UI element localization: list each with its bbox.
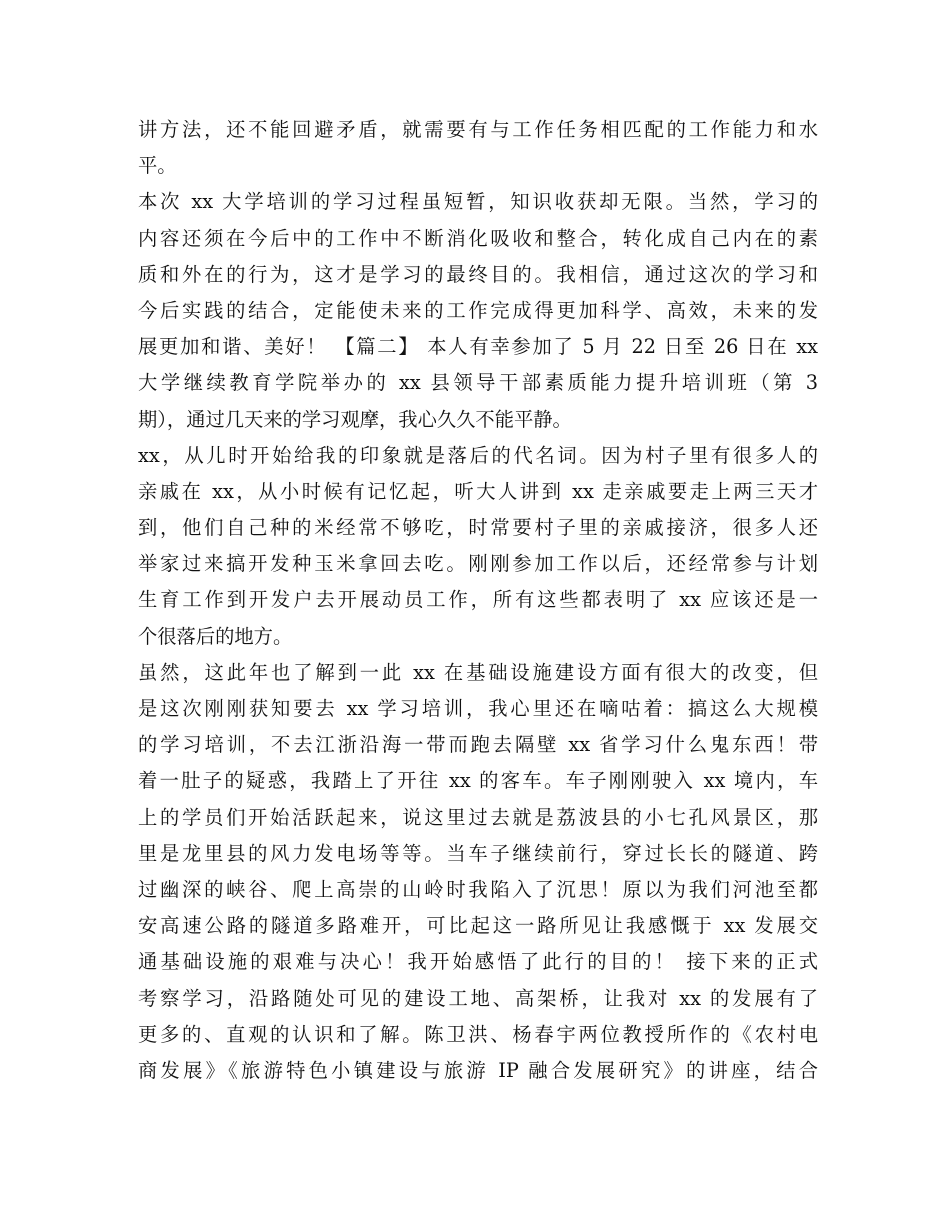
text-line: 平。 (138, 154, 177, 178)
text-line: 安高速公路的隧道多路难开，可比起这一路所见让我感慨于 xx 发展交 (138, 914, 818, 938)
text-line: 虽然，这此年也了解到一此 xx 在基础设施建设方面有很大的改变，但 (138, 660, 818, 684)
text-line: 到，他们自己种的米经常不够吃，时常要村子里的亲戚接济，很多人还 (138, 516, 818, 540)
text-line: 过幽深的峡谷、爬上高崇的山岭时我陷入了沉思！原以为我们河池至都 (138, 877, 818, 901)
text-line: 本次 xx 大学培训的学习过程虽短暂，知识收获却无限。当然，学习的 (138, 190, 818, 214)
text-line: 个很落后的地方。 (138, 624, 293, 648)
text-line: 质和外在的行为，这才是学习的最终目的。我相信，通过这次的学习和 (138, 262, 818, 286)
text-line: 是这次刚刚获知要去 xx 学习培训，我心里还在嘀咕着：搞这么大规模 (138, 697, 818, 720)
text-line: 里是龙里县的风力发电场等等。当车子继续前行，穿过长长的隧道、跨 (138, 841, 818, 865)
text-line: 更多的、直观的认识和了解。陈卫洪、杨春宇两位教授所作的《农村电 (138, 1022, 818, 1046)
text-line: 上的学员们开始活跃起来，说这里过去就是荔波县的小七孔风景区，那 (138, 805, 818, 829)
text-line: 商发展》《旅游特色小镇建设与旅游 IP 融合发展研究》的讲座，结合 (138, 1058, 818, 1082)
text-line: 展更加和谐、美好！ 【篇二】 本人有幸参加了 5 月 22 日至 26 日在 xx (138, 335, 818, 359)
document-body (138, 112, 818, 1089)
text-line: 着一肚子的疑惑，我踏上了开往 xx 的客车。车子刚刚驶入 xx 境内，车 (138, 769, 818, 793)
text-line: 讲方法，还不能回避矛盾，就需要有与工作任务相匹配的工作能力和水 (138, 118, 818, 141)
text-line: xx，从儿时开始给我的印象就是落后的代名词。因为村子里有很多人的 (138, 443, 818, 467)
text-line: 今后实践的结合，定能使未来的工作完成得更加科学、高效，未来的发 (138, 298, 818, 322)
text-line: 生育工作到开发户去开展动员工作，所有这些都表明了 xx 应该还是一 (138, 588, 818, 612)
text-line: 期），通过几天来的学习观摩，我心久久不能平静。 (138, 407, 572, 431)
text-line: 的学习培训，不去江浙沿海一带而跑去隔壁 xx 省学习什么鬼东西！带 (138, 733, 818, 757)
text-line: 内容还须在今后中的工作中不断消化吸收和整合，转化成自己内在的素 (138, 226, 818, 250)
text-line: 举家过来搞开发种玉米拿回去吃。刚刚参加工作以后，还经常参与计划 (138, 552, 818, 576)
text-line: 考察学习，沿路随处可见的建设工地、高架桥，让我对 xx 的发展有了 (138, 986, 818, 1010)
text-line: 通基础设施的艰难与决心！我开始感悟了此行的目的！ 接下来的正式 (138, 950, 818, 974)
text-line: 亲戚在 xx，从小时候有记忆起，听大人讲到 xx 走亲戚要走上两三天才 (138, 479, 818, 503)
text-line: 大学继续教育学院举办的 xx 县领导干部素质能力提升培训班（第 3 (138, 371, 818, 395)
